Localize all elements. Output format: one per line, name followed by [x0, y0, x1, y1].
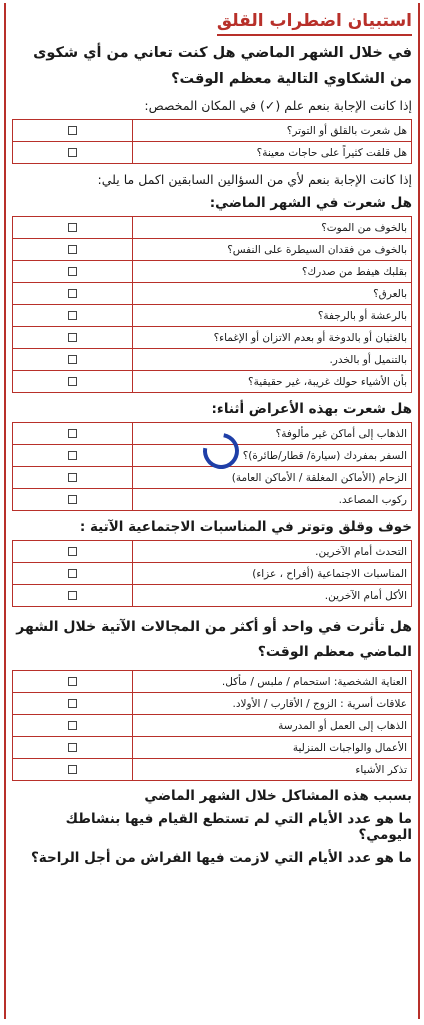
answer-cell — [13, 489, 133, 511]
question-label: السفر بمفردك (سيارة/ قطار/طائرة)؟ — [132, 445, 411, 467]
answer-checkbox[interactable] — [68, 699, 77, 708]
answer-checkbox[interactable] — [68, 223, 77, 232]
table-social — [12, 540, 412, 607]
answer-checkbox[interactable] — [68, 721, 77, 730]
answer-checkbox[interactable] — [68, 451, 77, 460]
question-label: بأن الأشياء حولك غريبة، غير حقيقية؟ — [132, 371, 411, 393]
questionnaire-page — [4, 3, 420, 1019]
final-intro: بسبب هذه المشاكل خلال الشهر الماضي — [144, 788, 412, 804]
table-row — [13, 489, 412, 511]
answer-checkbox[interactable] — [68, 377, 77, 386]
table-row — [13, 305, 412, 327]
question-label: تذكر الأشياء — [132, 759, 411, 781]
section-symptoms-heading: هل شعرت في الشهر الماضي: — [209, 195, 412, 211]
question-label: ركوب المصاعد. — [132, 489, 411, 511]
question-label: بالخوف من فقدان السيطرة على النفس؟ — [132, 239, 411, 261]
answer-cell — [13, 423, 133, 445]
answer-checkbox[interactable] — [68, 765, 77, 774]
answer-checkbox[interactable] — [68, 473, 77, 482]
answer-cell — [13, 283, 133, 305]
answer-cell — [13, 759, 133, 781]
table-row — [13, 217, 412, 239]
answer-checkbox[interactable] — [68, 547, 77, 556]
final-question-bed-days: ما هو عدد الأيام التي لازمت فيها الفراش من أجل الراحة؟ — [30, 850, 412, 866]
answer-cell — [13, 445, 133, 467]
table-row — [13, 327, 412, 349]
question-label: الأعمال والواجبات المنزلية — [132, 737, 411, 759]
answer-cell — [13, 261, 133, 283]
instruction-check: إذا كانت الإجابة بنعم علم (✓) في المكان المخصص: — [144, 98, 412, 113]
answer-checkbox[interactable] — [68, 429, 77, 438]
answer-cell — [13, 563, 133, 585]
question-label: بالغثيان أو بالدوخة أو بعدم الاتزان أو الإغماء؟ — [132, 327, 411, 349]
answer-checkbox[interactable] — [68, 333, 77, 342]
table-row — [13, 715, 412, 737]
answer-checkbox[interactable] — [68, 245, 77, 254]
answer-cell — [13, 371, 133, 393]
question-label: الزحام (الأماكن المغلقة / الأماكن العامة) — [132, 467, 411, 489]
answer-checkbox[interactable] — [68, 743, 77, 752]
answer-cell — [13, 467, 133, 489]
answer-cell — [13, 715, 133, 737]
table-row — [13, 585, 412, 607]
table-symptoms — [12, 216, 412, 393]
answer-cell — [13, 217, 133, 239]
table-row — [13, 693, 412, 715]
answer-checkbox[interactable] — [68, 267, 77, 276]
question-label: التحدث أمام الآخرين. — [132, 541, 411, 563]
answer-cell — [13, 327, 133, 349]
question-label: بالرعشة أو بالرجفة؟ — [132, 305, 411, 327]
answer-checkbox[interactable] — [68, 311, 77, 320]
answer-checkbox[interactable] — [68, 289, 77, 298]
answer-cell — [13, 120, 133, 142]
question-label: المناسبات الاجتماعية (أفراح ، عزاء) — [132, 563, 411, 585]
table-row — [13, 142, 412, 164]
instruction-continue: إذا كانت الإجابة بنعم لأي من السؤالين السابقين اكمل ما يلي: — [97, 172, 412, 187]
table-row — [13, 759, 412, 781]
question-label: الذهاب إلى أماكن غير مألوفة؟ — [132, 423, 411, 445]
answer-checkbox[interactable] — [68, 591, 77, 600]
table-row — [13, 371, 412, 393]
answer-checkbox[interactable] — [68, 148, 77, 157]
table-row — [13, 349, 412, 371]
question-label: الأكل أمام الآخرين. — [132, 585, 411, 607]
answer-cell — [13, 239, 133, 261]
table-row — [13, 541, 412, 563]
question-label: بالخوف من الموت؟ — [132, 217, 411, 239]
table-row — [13, 239, 412, 261]
question-label: علاقات أسرية : الزوج / الأقارب / الأولاد. — [132, 693, 411, 715]
page-title: استبيان اضطراب القلق — [217, 11, 412, 36]
section-social-heading: خوف وقلق وتوتر في المناسبات الاجتماعية الآتية : — [79, 519, 412, 535]
question-label: بقلبك هيفط من صدرك؟ — [132, 261, 411, 283]
answer-checkbox[interactable] — [68, 677, 77, 686]
table-row — [13, 563, 412, 585]
table-row — [13, 261, 412, 283]
answer-checkbox[interactable] — [68, 495, 77, 504]
answer-checkbox[interactable] — [68, 569, 77, 578]
answer-cell — [13, 585, 133, 607]
table-row — [13, 120, 412, 142]
question-label: الذهاب إلى العمل أو المدرسة — [132, 715, 411, 737]
answer-cell — [13, 693, 133, 715]
answer-cell — [13, 541, 133, 563]
table-row — [13, 737, 412, 759]
question-label: بالتنميل أو بالخدر. — [132, 349, 411, 371]
table-row — [13, 467, 412, 489]
main-question: في خلال الشهر الماضي هل كنت تعاني من أي شكوى من الشكاوي التالية معظم الوقت؟ — [33, 45, 412, 87]
section-impact-heading: هل تأثرت في واحد أو أكثر من المجالات الآتية خلال الشهر الماضي معظم الوقت؟ — [16, 619, 412, 660]
question-label: هل شعرت بالقلق أو التوتر؟ — [132, 120, 411, 142]
answer-cell — [13, 737, 133, 759]
answer-checkbox[interactable] — [68, 126, 77, 135]
table-row — [13, 671, 412, 693]
section-situations-heading: هل شعرت بهذه الأعراض أثناء: — [211, 401, 412, 417]
final-question-activity-days: ما هو عدد الأيام التي لم تستطع القيام فيها بنشاطك اليومي؟ — [65, 811, 412, 843]
question-label: هل قلقت كثيراً على حاجات معينة؟ — [132, 142, 411, 164]
table-row — [13, 283, 412, 305]
table-general-anxiety — [12, 119, 412, 164]
answer-cell — [13, 671, 133, 693]
answer-checkbox[interactable] — [68, 355, 77, 364]
answer-cell — [13, 142, 133, 164]
answer-cell — [13, 305, 133, 327]
table-impact — [12, 670, 412, 781]
answer-cell — [13, 349, 133, 371]
question-label: العناية الشخصية: استحمام / ملبس / مأكل. — [132, 671, 411, 693]
question-label: بالعرق؟ — [132, 283, 411, 305]
